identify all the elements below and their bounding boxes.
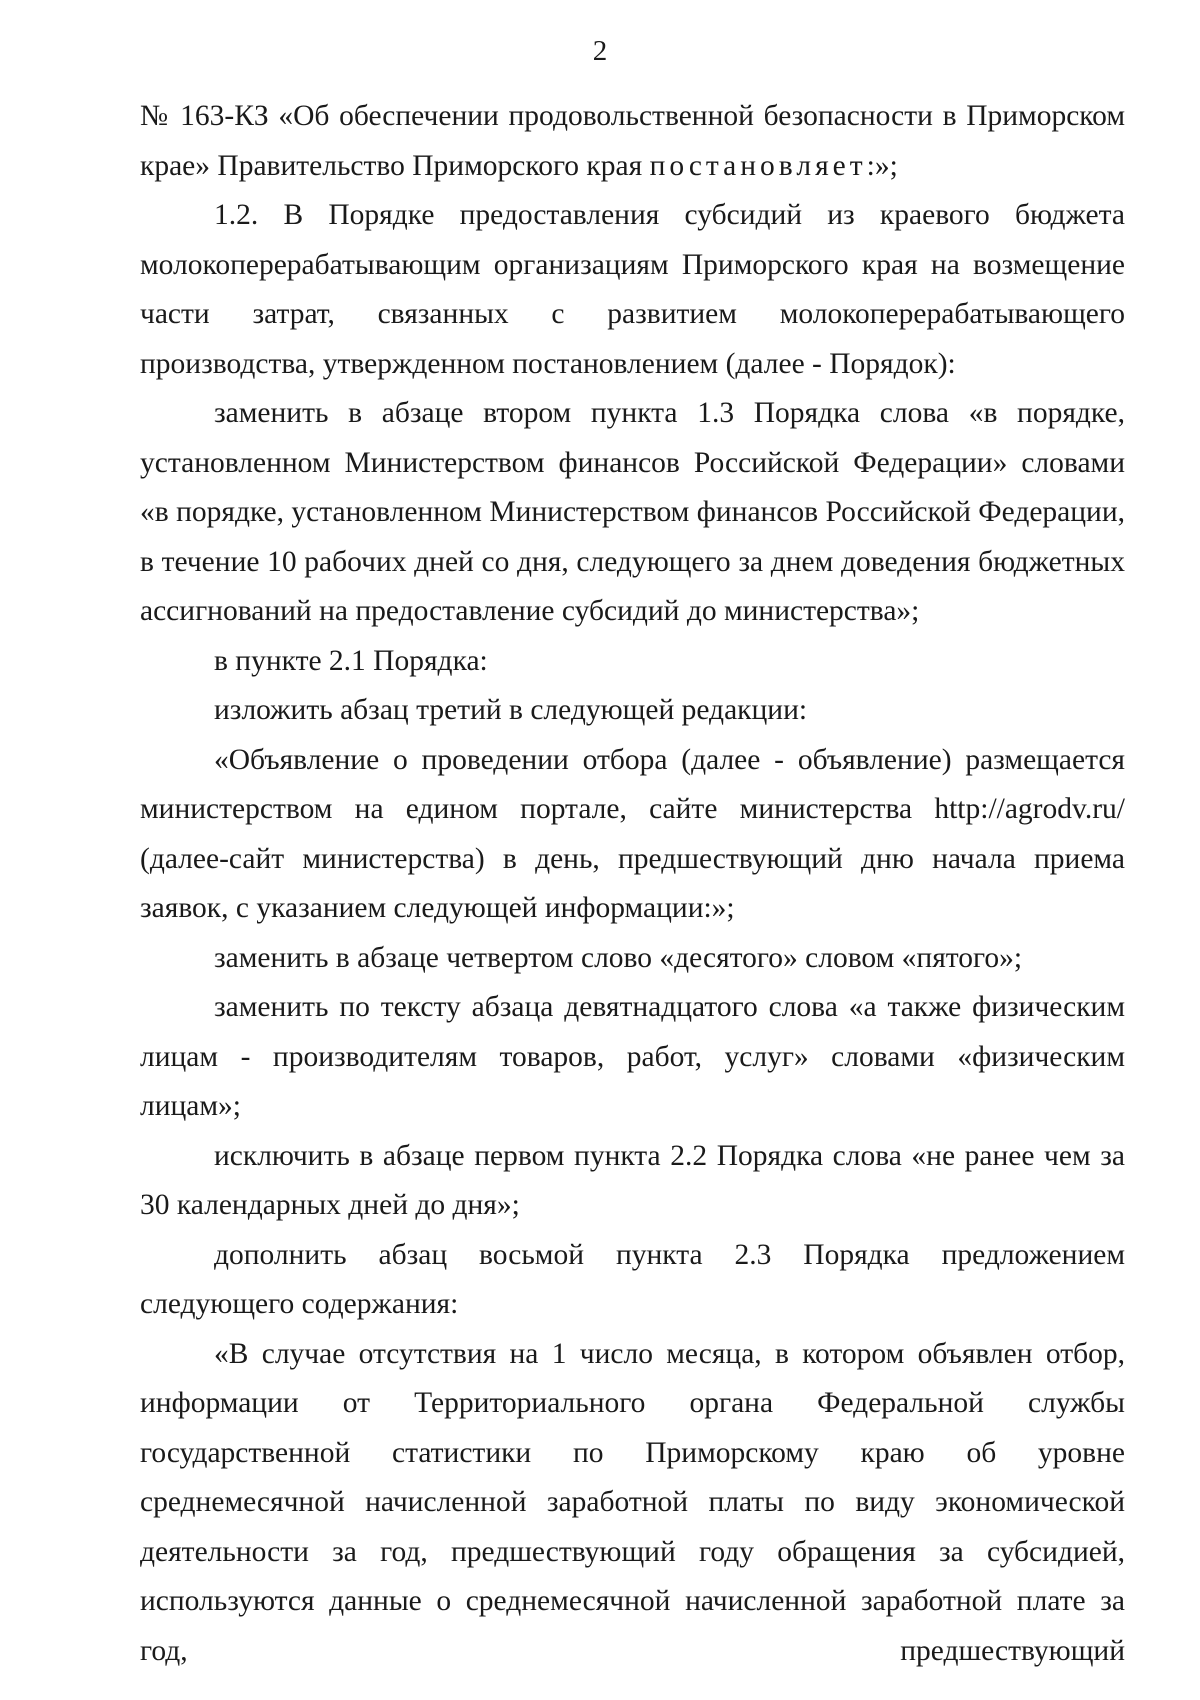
paragraph-text: :»;	[866, 149, 898, 182]
paragraph-nineteenth-abzac: заменить по тексту абзаца девятнадцатого слова «а также физическим лицам - производителям товаров, работ, услуг» словами «физическим лицам»;	[140, 991, 1125, 1122]
paragraph-third-abzac: изложить абзац третий в следующей редакции:	[214, 694, 808, 726]
paragraph-fourth-abzac: заменить в абзаце четвертом слово «десятого» словом «пятого»;	[214, 941, 1023, 974]
paragraph-point-2-1: в пункте 2.1 Порядка:	[214, 644, 488, 677]
paragraph-point-2-3: дополнить абзац восьмой пункта 2.3 Порядка предложением следующего содержания:	[140, 1238, 1125, 1320]
page-number: 2	[592, 35, 608, 67]
paragraph-announcement: «Объявление о проведении отбора (далее - объявление) размещается министерством на едином портале, сайте министерства http://agrodv.ru/ (далее-сайт министерства) в день, предшествующий дню начала приема заявок, с указанием следующей информации:»;	[140, 743, 1125, 924]
paragraph-replace-1-3: заменить в абзаце втором пункта 1.3 Порядка слова «в порядке, установленном Министерством финансов Российской Федерации» словами «в порядке, установленном Министерством финансов Российской Федерации, в течение 10 рабочих дней со дня, следующего за днем доведения бюджетных ассигнований на предоставление субсидий до министерства»;	[140, 397, 1125, 627]
paragraph-statistics: «В случае отсутствия на 1 число месяца, в котором объявлен отбор, информации от Территориального органа Федеральной службы государственной статистики по Приморскому краю об уровне среднемесячной начисленной заработной платы по виду экономической деятельности за год, предшествующий году обращения за субсидией, используются данные о среднемесячной начисленной заработной плате за год, предшествующий	[140, 1337, 1125, 1667]
paragraph-text: № 163-КЗ «Об обеспечении продовольственной безопасности в Приморском крае» Правительство Приморского края	[140, 100, 1125, 182]
paragraph-1-2: 1.2. В Порядке предоставления субсидий из краевого бюджета молокоперерабатывающим организациям Приморского края на возмещение части затрат, связанных с развитием молокоперерабатывающего производства, утвержденном постановлением (далее - Порядок):	[140, 199, 1125, 380]
paragraph-point-2-2: исключить в абзаце первом пункта 2.2 Порядка слова «не ранее чем за 30 календарных дней до дня»;	[140, 1139, 1125, 1221]
spaced-word: постановляет	[649, 149, 867, 182]
document-body	[140, 92, 1125, 1676]
paragraph-law-reference	[140, 92, 1125, 191]
